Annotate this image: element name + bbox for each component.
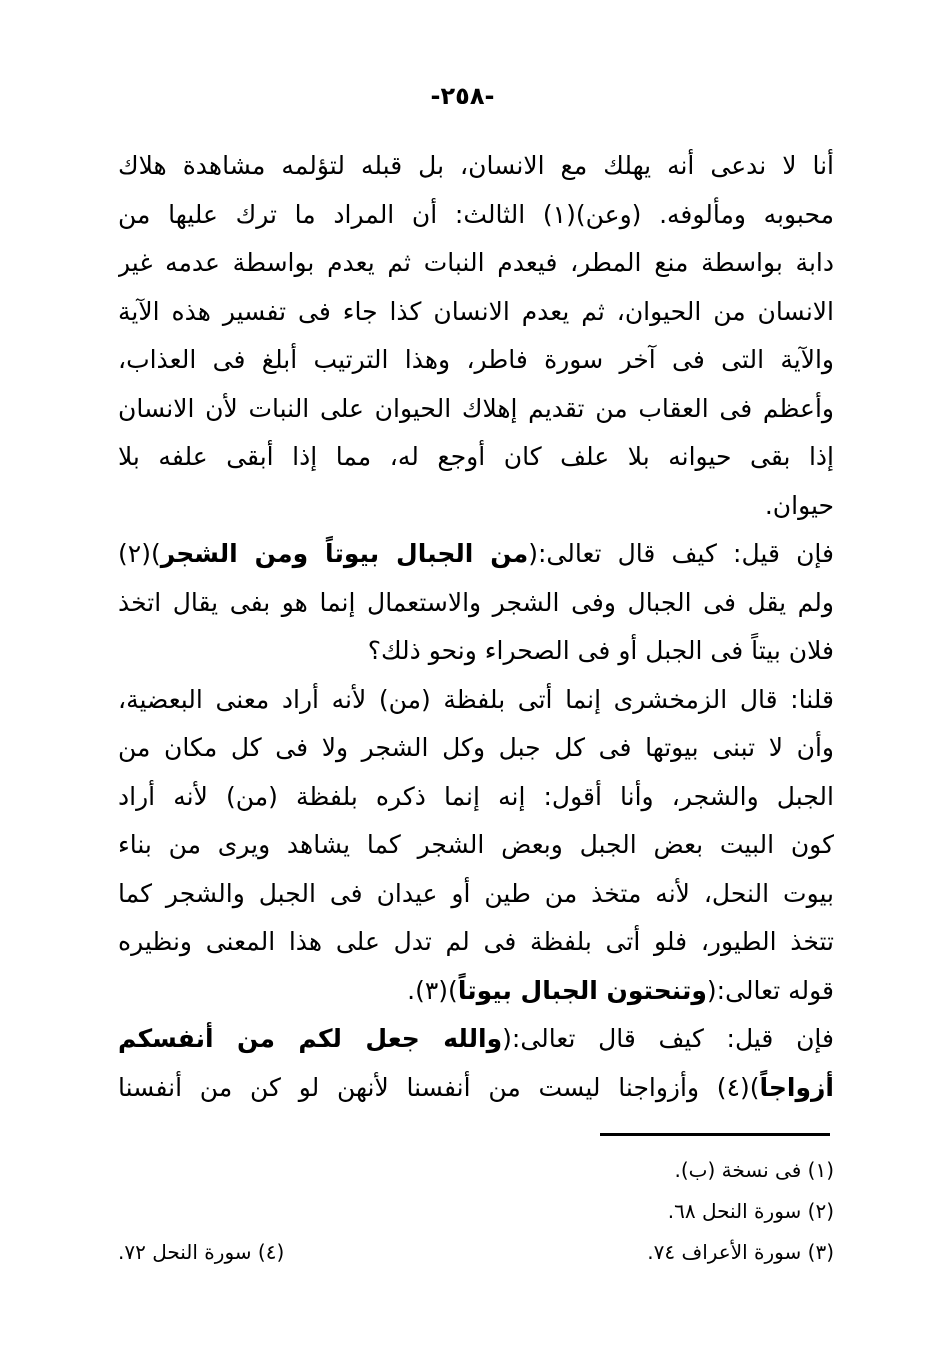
text-line: [118, 967, 834, 1016]
quran-quote: أزواجاً: [759, 1072, 834, 1102]
text-segment: كون البيت بعض الجبل وبعض الشجر كما يشاهد ويرى من بناء: [118, 830, 834, 859]
text-segment: الانسان من الحيوان، ثم يعدم الانسان كذا جاء فى تفسير هذه الآية: [118, 296, 834, 326]
text-line: [118, 385, 834, 434]
text-segment: فإن قيل: كيف قال تعالى:(: [502, 1024, 834, 1053]
text-segment: ولم يقل فى الجبال وفى الشجر والاستعمال إنما هو بفى يقال اتخذ: [118, 587, 834, 617]
text-segment: )(٢): [118, 539, 161, 568]
text-segment: قوله تعالى:(: [706, 975, 834, 1005]
text-line: [118, 482, 834, 531]
footnote: [118, 1150, 514, 1191]
text-line: [118, 530, 834, 579]
text-segment: فلان بيتاً فى الجبل أو فى الصحراء ونحو ذلك؟: [367, 636, 834, 665]
text-line: [118, 288, 834, 337]
text-segment: حيوان.: [764, 490, 834, 520]
body-text: [118, 142, 834, 1112]
text-line: [118, 336, 834, 385]
text-line: [118, 191, 834, 240]
text-line: [118, 724, 834, 773]
footnotes: [118, 1150, 834, 1273]
quran-quote: والله جعل لكم من أنفسكم: [118, 1024, 503, 1053]
text-segment: قلنا: قال الزمخشرى إنما أتى بلفظة (من) لأنه أراد معنى البعضية،: [118, 684, 834, 714]
footnote-row: [118, 1150, 834, 1191]
text-line: [118, 1015, 834, 1064]
text-segment: دابة بواسطة منع المطر، فيعدم النبات ثم يعدم بواسطة عدمه غير: [118, 248, 834, 277]
text-line: [118, 1064, 834, 1113]
text-segment: أنا لا ندعى أنه يهلك مع الانسان، بل قبله لتؤلمه مشاهدة هلاك: [118, 151, 834, 180]
text-segment: وأن لا تبنى بيوتها فى كل جبل وكل الشجر ولا فى كل مكان من: [118, 733, 834, 762]
quran-quote: وتنحتون الجبال بيوتاً: [457, 975, 707, 1005]
text-segment: إذا بقى حيوانه بلا علف كان أوجع له، مما إذا أبقى علفه بلا: [118, 442, 834, 471]
footnote-row: [118, 1232, 834, 1273]
text-segment: بيوت النحل، لأنه متخذ من طين أو عيدان فى الجبل والشجر كما: [118, 878, 834, 908]
text-line: [118, 433, 834, 482]
footnote: (٤) سورة النحل ٧٢.: [118, 1240, 285, 1264]
quran-quote: من الجبال بيوتاً ومن الشجر: [160, 539, 529, 568]
text-line: [118, 821, 834, 870]
text-segment: محبوبه ومألوفه. (وعن)(١) الثالث: أن المراد ما ترك عليها من: [118, 199, 834, 229]
text-segment: )(٣).: [407, 975, 458, 1005]
text-line: [118, 870, 834, 919]
text-line: [118, 579, 834, 628]
page-number: -٢٥٨-: [430, 82, 495, 110]
footnote: [118, 1191, 514, 1232]
text-line: [118, 142, 834, 191]
text-segment: فإن قيل: كيف قال تعالى:(: [528, 539, 834, 568]
footnote: (٢) سورة النحل ٦٨.: [667, 1199, 834, 1223]
text-line: [118, 918, 834, 967]
text-line: [118, 773, 834, 822]
text-segment: وأعظم فى العقاب من تقديم إهلاك الحيوان على النبات لأن الانسان: [118, 393, 834, 423]
text-line: [118, 676, 834, 725]
footnote-row: [118, 1191, 834, 1232]
text-segment: والآية التى فى آخر سورة فاطر، وهذا الترتيب أبلغ فى العذاب،: [118, 345, 834, 374]
footnote-separator: [600, 1133, 830, 1136]
text-line: [118, 239, 834, 288]
footnote: (٣) سورة الأعراف ٧٤.: [647, 1240, 834, 1264]
text-segment: الجبل والشجر، وأنا أقول: إنه إنما ذكره بلفظة (من) لأنه أراد: [118, 781, 834, 811]
text-segment: تتخذ الطيور، فلو أتى بلفظة فى لم تدل على هذا المعنى ونظيره: [118, 927, 834, 956]
text-line: [118, 627, 834, 676]
text-segment: )(٤) وأزواجنا ليست من أنفسنا لأنهن لو كن من أنفسنا: [118, 1072, 760, 1102]
footnote: (١) فى نسخة (ب).: [674, 1158, 834, 1182]
